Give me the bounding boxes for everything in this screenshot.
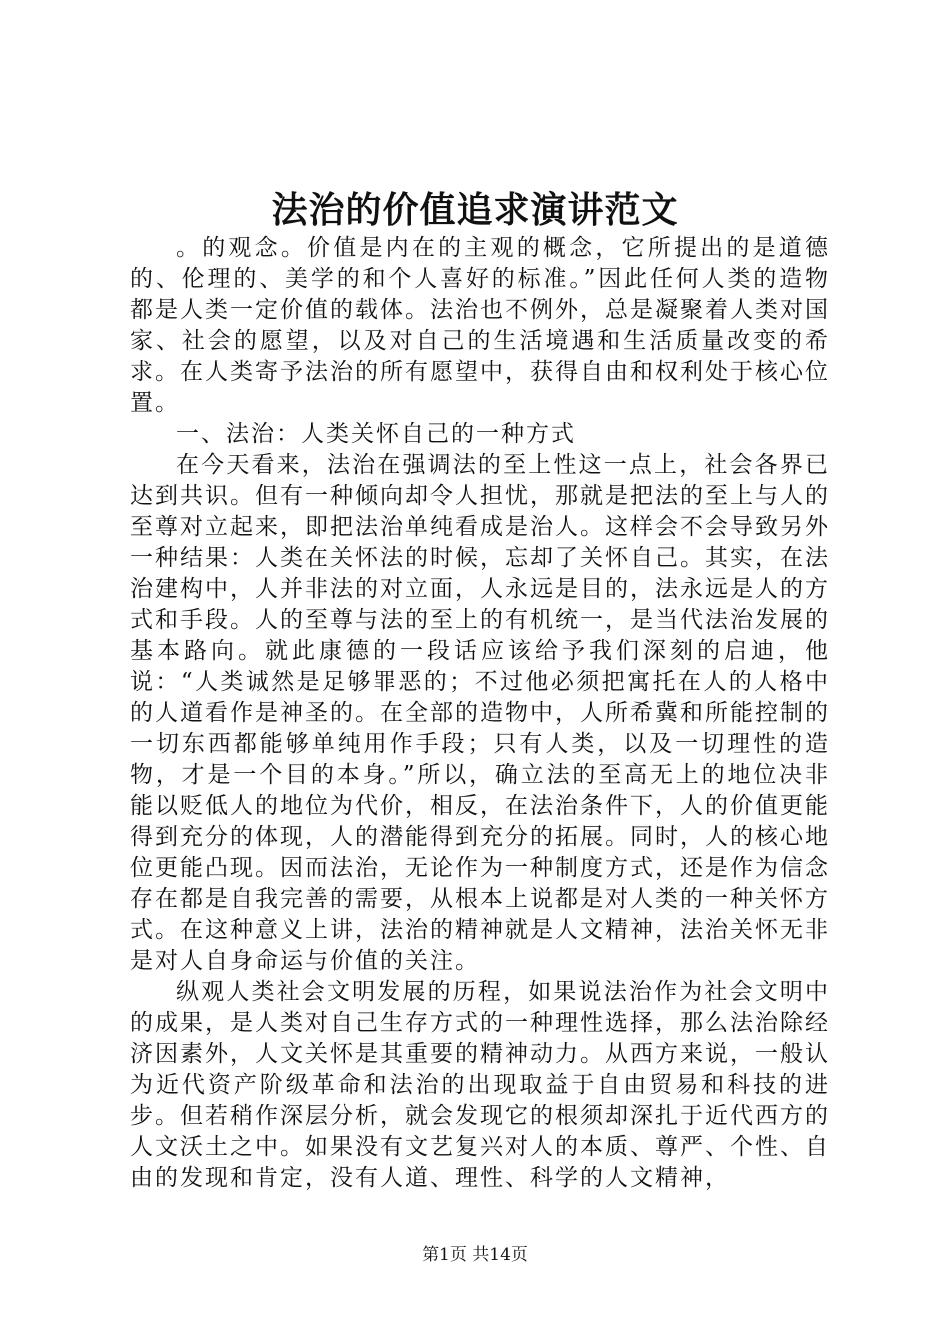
page-number-footer: 第1页 共14页 bbox=[422, 1245, 528, 1265]
document-body bbox=[130, 233, 830, 1194]
paragraph: 。的观念。价值是内在的主观的概念，它所提出的是道德的、伦理的、美学的和个人喜好的标准。”因此任何人类的造物都是人类一定价值的载体。法治也不例外，总是凝聚着人类对国家、社会的愿望，以及对自己的生活境遇和生活质量改变的希求。在人类寄予法治的所有愿望中，获得自由和权利处于核心位置。 bbox=[130, 235, 830, 416]
document-title: 法治的价值追求演讲范文 bbox=[271, 189, 679, 231]
paragraph: 纵观人类社会文明发展的历程，如果说法治作为社会文明中的成果，是人类对自己生存方式的一种理性选择，那么法治除经济因素外，人文关怀是其重要的精神动力。从西方来说，一般认为近代资产阶级革命和法治的出现取益于自由贸易和科技的进步。但若稍作深层分析，就会发现它的根须却深扎于近代西方的人文沃土之中。如果没有文艺复兴对人的本质、尊严、个性、自由的发现和肯定，没有人道、理性、科学的人文精神， bbox=[130, 979, 830, 1191]
section-heading: 一、法治：人类关怀自己的一种方式 bbox=[176, 421, 576, 447]
paragraph: 在今天看来，法治在强调法的至上性这一点上，社会各界已达到共识。但有一种倾向却令人担忧，那就是把法的至上与人的至尊对立起来，即把法治单纯看成是治人。这样会不会导致另外一种结果：人类在关怀法的时候，忘却了关怀自己。其实，在法治建构中，人并非法的对立面，人永远是目的，法永远是人的方式和手段。人的至尊与法的至上的有机统一，是当代法治发展的基本路向。就此康德的一段话应该给予我们深刻的启迪，他说：“人类诚然是足够罪恶的；不过他必须把寓托在人的人格中的人道看作是神圣的。在全部的造物中，人所希冀和所能控制的一切东西都能够单纯用作手段；只有人类，以及一切理性的造物，才是一个目的本身。”所以，确立法的至高无上的地位决非能以贬低人的地位为代价，相反，在法治条件下，人的价值更能得到充分的体现，人的潜能得到充分的拓展。同时，人的核心地位更能凸现。因而法治，无论作为一种制度方式，还是作为信念存在都是自我完善的需要，从根本上说都是对人类的一种关怀方式。在这种意义上讲，法治的精神就是人文精神，法治关怀无非是对人自身命运与价值的关注。 bbox=[130, 452, 830, 974]
